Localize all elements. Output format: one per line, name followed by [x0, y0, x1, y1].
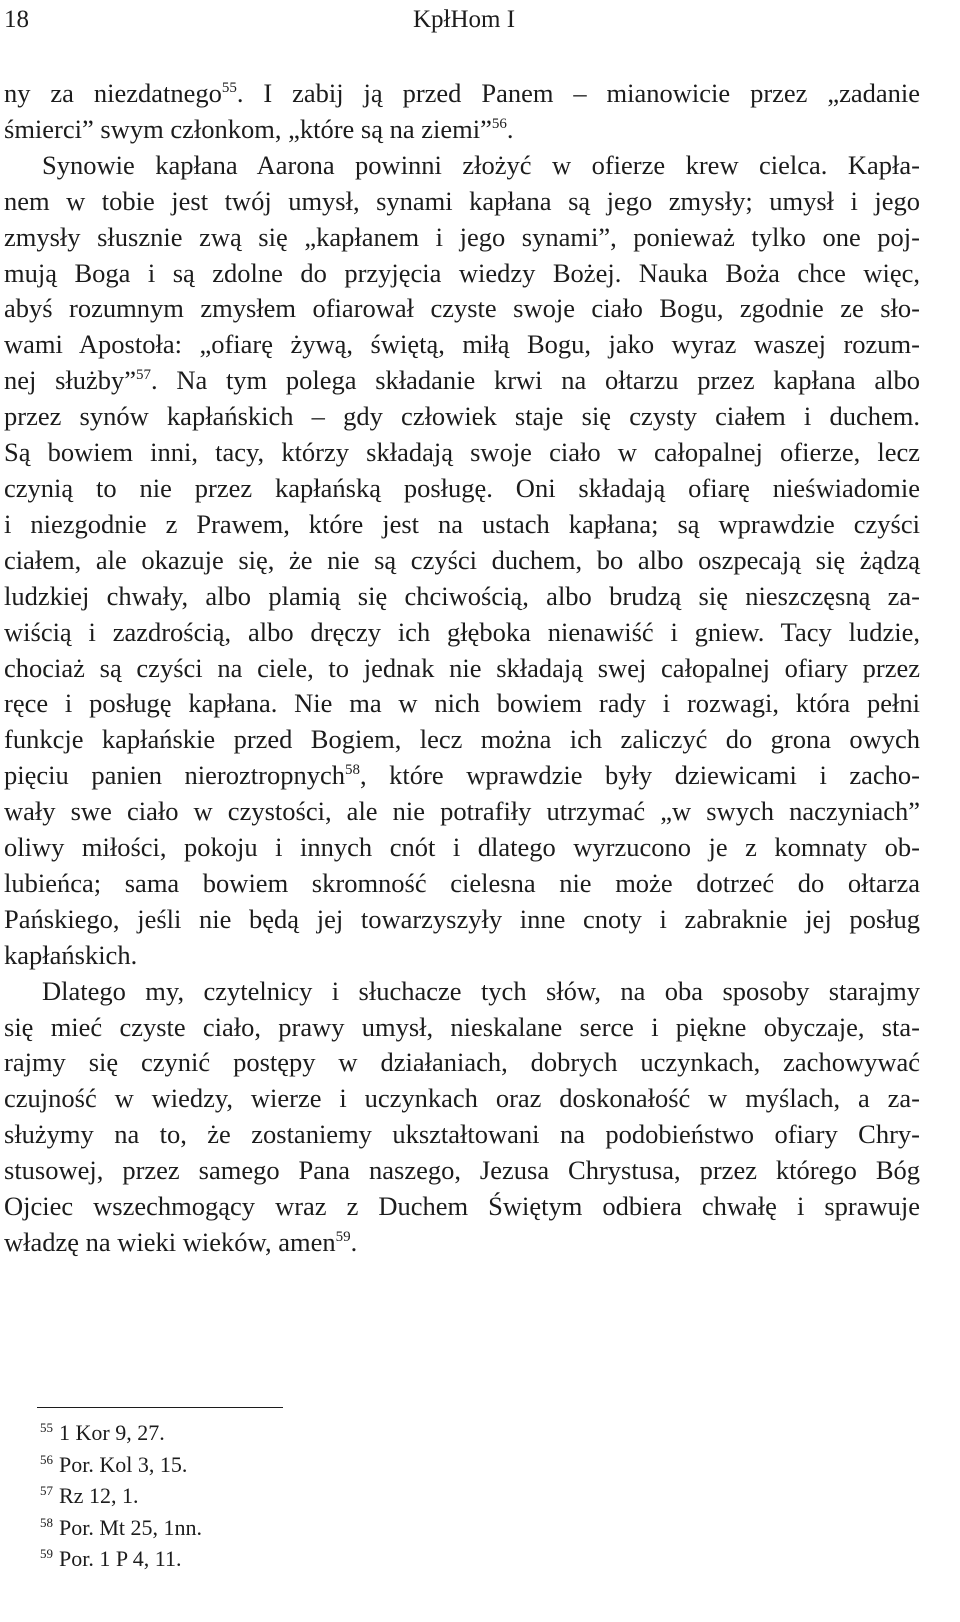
line-text: ny za niezdatnego — [4, 78, 222, 108]
line-text: rajmy się czynić postępy w działaniach, dobrych uczynkach, zachowywać — [4, 1047, 920, 1078]
footnote-reference[interactable]: 57 — [136, 367, 152, 384]
footnote-text: Por. Kol 3, 15. — [59, 1451, 188, 1477]
text-line — [4, 615, 920, 651]
line-text: Dlatego my, czytelnicy i słuchacze tych słów, na oba sposoby starajmy — [42, 975, 920, 1006]
text-line — [4, 220, 920, 256]
line-text: ludzkiej chwały, albo plamią się chciwością, albo brudzą się nieszczęsną za- — [4, 580, 920, 611]
body-text — [4, 76, 920, 1261]
text-line — [4, 1117, 920, 1153]
footnote-item — [40, 1449, 202, 1481]
footnote-separator — [37, 1407, 283, 1408]
text-line — [4, 938, 920, 974]
line-text: lubieńca; sama bowiem skromność cielesna nie może dotrzeć do ołtarza — [4, 867, 920, 898]
text-line — [4, 471, 920, 507]
footnote-number: 57 — [40, 1483, 53, 1499]
text-line — [4, 363, 920, 399]
line-text: nem w tobie jest twój umysł, synami kapłana są jego zmysły; umysł i jego — [4, 185, 920, 216]
text-line — [4, 830, 920, 866]
line-text: mują Boga i są zdolne do przyjęcia wiedzy Bożej. Nauka Boża chce więc, — [4, 257, 920, 288]
line-text: wały swe ciało w czystości, ale nie potrafiły utrzymać „w swych naczyniach” — [4, 796, 920, 827]
text-line — [4, 902, 920, 938]
page-number: 18 — [4, 6, 29, 33]
text-line — [4, 686, 920, 722]
running-title: KpłHom I — [412, 6, 516, 33]
line-text: Są bowiem inni, tacy, którzy składają swoje ciało w całopalnej ofierze, lecz — [4, 437, 920, 468]
line-text: ciałem, ale okazuje się, że nie są czyści duchem, bo albo oszpecają się żądzą — [4, 544, 920, 575]
footnote-item — [40, 1480, 202, 1512]
footnote-text: Por. 1 P 4, 11. — [59, 1546, 182, 1572]
line-text: ręce i posługę kapłana. Nie ma w nich bowiem rady i rozwagi, która pełni — [4, 688, 920, 719]
text-line — [4, 1153, 920, 1189]
text-line — [4, 794, 920, 830]
text-line — [4, 651, 920, 687]
footnote-text: 1 Kor 9, 27. — [59, 1420, 165, 1445]
line-text-continuation: . I zabij ją przed Panem – mianowicie przez „zadanie — [236, 78, 921, 108]
footnote-reference[interactable]: 59 — [335, 1229, 351, 1245]
text-line — [4, 579, 920, 615]
footnote-number: 56 — [40, 1451, 53, 1467]
text-line — [4, 1189, 920, 1225]
line-text: nej służby” — [4, 365, 137, 396]
footnote-reference[interactable]: 56 — [491, 115, 507, 132]
text-line — [4, 1081, 920, 1117]
text-line — [4, 507, 920, 543]
line-text: wami Apostoła: „ofiarę żywą, świętą, miłą Bogu, jako wyraz waszej rozum- — [4, 329, 920, 360]
line-text: stusowej, przez samego Pana naszego, Jezusa Chrystusa, przez którego Bóg — [4, 1155, 920, 1186]
line-text: kapłańskich. — [4, 939, 138, 970]
line-text-continuation: , które wprawdzie były dziewicami i zacho- — [359, 760, 921, 791]
footnote-text: Rz 12, 1. — [59, 1483, 139, 1509]
text-line — [4, 866, 920, 902]
text-line — [4, 256, 920, 292]
page-header — [4, 2, 924, 38]
text-line — [4, 1010, 920, 1046]
text-line — [4, 1045, 920, 1081]
text-line — [4, 291, 920, 327]
line-text: śmierci” swym członkom, „które są na ziemi” — [4, 113, 492, 144]
text-line — [4, 76, 920, 112]
line-text: oliwy miłości, pokoju i innych cnót i dlatego wyrzucono je z komnaty ob- — [4, 832, 920, 863]
text-line — [4, 435, 920, 471]
line-text: pięciu panien nieroztropnych — [4, 760, 345, 791]
footnote-number: 58 — [40, 1514, 53, 1530]
text-line — [4, 148, 920, 184]
line-text: władzę na wieki wieków, amen — [4, 1227, 336, 1257]
line-text: abyś rozumnym zmysłem ofiarował czyste swoje ciało Bogu, zgodnie ze sło- — [4, 293, 920, 324]
line-text-continuation: . — [506, 113, 514, 144]
text-line — [4, 1225, 920, 1261]
line-text: Ojciec wszechmogący wraz z Duchem Świętym odbiera chwałę i sprawuje — [4, 1191, 920, 1222]
footnote-item — [40, 1512, 202, 1544]
line-text: i niezgodnie z Prawem, które jest na ustach kapłana; są wprawdzie czyści — [4, 508, 920, 539]
text-line — [4, 722, 920, 758]
line-text: czujność w wiedzy, wierze i uczynkach oraz doskonałość w myślach, a za- — [4, 1083, 920, 1114]
footnote-number: 55 — [40, 1420, 53, 1435]
line-text: wiścią i zazdrością, albo dręczy ich głęboka nienawiść i gniew. Tacy ludzie, — [4, 616, 920, 647]
text-line — [4, 758, 920, 794]
line-text: Pańskiego, jeśli nie będą jej towarzyszyły inne cnoty i zabraknie jej posług — [4, 903, 920, 934]
line-text: służymy na to, że zostaniemy ukształtowani na podobieństwo ofiary Chry- — [4, 1119, 920, 1150]
footnote-item — [40, 1543, 202, 1575]
text-line — [4, 974, 920, 1010]
line-text: przez synów kapłańskich – gdy człowiek staje się czysty ciałem i duchem. — [4, 401, 920, 432]
line-text-continuation: . Na tym polega składanie krwi na ołtarzu przez kapłana albo — [151, 365, 920, 396]
footnote-text: Por. Mt 25, 1nn. — [59, 1514, 203, 1540]
line-text: zmysły słusznie zwą się „kapłanem i jego synami”, ponieważ tylko one poj- — [4, 221, 920, 252]
line-text: Synowie kapłana Aarona powinni złożyć w ofierze krew cielca. Kapła- — [42, 149, 920, 180]
footnote-reference[interactable]: 55 — [221, 80, 237, 96]
line-text: chociaż są czyści na ciele, to jednak nie składają swej całopalnej ofiary przez — [4, 652, 920, 683]
footnote-number: 59 — [40, 1546, 53, 1562]
text-line — [4, 112, 920, 148]
line-text: funkcje kapłańskie przed Bogiem, lecz można ich zaliczyć do grona owych — [4, 724, 920, 755]
footnote-item — [40, 1417, 202, 1449]
text-line — [4, 543, 920, 579]
footnotes — [40, 1417, 202, 1575]
text-line — [4, 399, 920, 435]
line-text: czynią to nie przez kapłańską posługę. Oni składają ofiarę nieświadomie — [4, 472, 920, 503]
footnote-reference[interactable]: 58 — [344, 762, 360, 779]
text-line — [4, 327, 920, 363]
line-text: się mieć czyste ciało, prawy umysł, nieskalane serce i piękne obyczaje, sta- — [4, 1011, 920, 1042]
line-text-continuation: . — [350, 1227, 358, 1257]
text-line — [4, 184, 920, 220]
